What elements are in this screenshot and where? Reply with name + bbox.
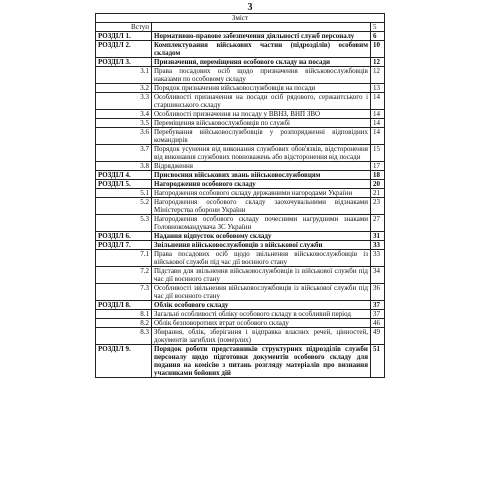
toc-entry-title: Нагородження особового складу почесними нагрудними знаками Головнокомандувача ЗС України xyxy=(152,215,371,232)
toc-row xyxy=(96,319,385,328)
toc-section-row xyxy=(96,180,385,189)
toc-section-row xyxy=(96,41,385,58)
toc-entry-title: Облік безповоротних втрат особового складу xyxy=(152,319,371,328)
toc-section-row xyxy=(96,232,385,241)
toc-entry-title: Присвоєння військових звань військовослужбовцям xyxy=(152,171,371,180)
toc-entry-title xyxy=(152,23,371,32)
toc-entry-number: 3.4 xyxy=(96,110,152,119)
toc-entry-title: Загальні особливості обліку особового складу в особливий період xyxy=(152,310,371,319)
toc-section-row xyxy=(96,345,385,378)
toc-entry-number: РОЗДІЛ 5. xyxy=(96,180,152,189)
toc-entry-number: 5.3 xyxy=(96,215,152,232)
toc-entry-number: РОЗДІЛ 2. xyxy=(96,41,152,58)
toc-entry-title: Підстави для звільнення військовослужбовців із військової служби під час дії воєнного стану xyxy=(152,267,371,284)
toc-section-row xyxy=(96,301,385,310)
toc-entry-title: Збирання, облік, зберігання і відправка власних речей, цінностей, документів загиблих (померлих) xyxy=(152,328,371,345)
toc-entry-title: Порядок роботи представників структурних підрозділів служби персоналу щодо підготовки документів особового складу для подання на комісію з питань розгляду матеріалів про визнання учасниками бойових дій xyxy=(152,345,371,378)
toc-row xyxy=(96,84,385,93)
toc-entry-page: 37 xyxy=(370,301,384,310)
toc-entry-title: Порядок призначення військовослужбовців на посади xyxy=(152,84,371,93)
toc-row xyxy=(96,162,385,171)
toc-row xyxy=(96,67,385,84)
toc-heading-row xyxy=(96,14,385,23)
toc-row xyxy=(96,284,385,301)
toc-entry-page: 14 xyxy=(370,119,384,128)
toc-entry-page: 17 xyxy=(370,162,384,171)
toc-entry-title: Нагородження особового складу державними нагородами України xyxy=(152,189,371,198)
toc-entry-page: 37 xyxy=(370,310,384,319)
toc-entry-page: 36 xyxy=(370,284,384,301)
toc-entry-title: Нормативно-правове забезпечення діяльності служб персоналу xyxy=(152,32,371,41)
toc-entry-page: 15 xyxy=(370,145,384,162)
toc-entry-title: Особливості призначення на посади осіб рядового, сержантського і старшинського складу xyxy=(152,93,371,110)
toc-entry-number: 3.8 xyxy=(96,162,152,171)
toc-row xyxy=(96,119,385,128)
toc-row xyxy=(96,198,385,215)
toc-row xyxy=(96,93,385,110)
toc-entry-page: 21 xyxy=(370,189,384,198)
toc-row xyxy=(96,128,385,145)
toc-entry-page: 34 xyxy=(370,267,384,284)
toc-entry-number: РОЗДІЛ 7. xyxy=(96,241,152,250)
toc-entry-page: 14 xyxy=(370,128,384,145)
toc-entry-page: 23 xyxy=(370,198,384,215)
toc-entry-page: 12 xyxy=(370,58,384,67)
toc-entry-title: Звільнення військовослужбовців з військової служби xyxy=(152,241,371,250)
toc-row xyxy=(96,189,385,198)
toc-entry-title: Особливості звільнення військовослужбовців із військової служби під час дії воєнного стану xyxy=(152,284,371,301)
toc-entry-title: Облік особового складу xyxy=(152,301,371,310)
toc-entry-number: 8.3 xyxy=(96,328,152,345)
toc-entry-title: Нагородження особового складу xyxy=(152,180,371,189)
toc-row xyxy=(96,23,385,32)
toc-entry-number: РОЗДІЛ 6. xyxy=(96,232,152,241)
toc-entry-page: 14 xyxy=(370,93,384,110)
table-of-contents xyxy=(95,13,385,378)
toc-entry-title: Нагородження особового складу заохочувальними відзнаками Міністерства оборони України xyxy=(152,198,371,215)
toc-entry-title: Переміщення військовослужбовців по службі xyxy=(152,119,371,128)
toc-entry-page: 10 xyxy=(370,41,384,58)
toc-row xyxy=(96,267,385,284)
toc-entry-number: РОЗДІЛ 4. xyxy=(96,171,152,180)
toc-entry-number: 7.3 xyxy=(96,284,152,301)
toc-entry-number: 8.2 xyxy=(96,319,152,328)
toc-entry-number: 7.2 xyxy=(96,267,152,284)
page-number: 3 xyxy=(247,2,253,13)
toc-entry-page: 51 xyxy=(370,345,384,378)
toc-row xyxy=(96,310,385,319)
toc-row xyxy=(96,145,385,162)
toc-row xyxy=(96,328,385,345)
toc-entry-page: 12 xyxy=(370,67,384,84)
toc-entry-number: Вступ xyxy=(96,23,152,32)
toc-entry-page: 33 xyxy=(370,241,384,250)
toc-entry-page: 5 xyxy=(370,23,384,32)
toc-section-row xyxy=(96,32,385,41)
toc-entry-title: Комплектування військових частин (підрозділів) особовим складом xyxy=(152,41,371,58)
toc-entry-number: РОЗДІЛ 8. xyxy=(96,301,152,310)
toc-section-row xyxy=(96,241,385,250)
toc-entry-page: 46 xyxy=(370,319,384,328)
toc-entry-title: Перебування військовослужбовців у розпорядженні відповідних командирів xyxy=(152,128,371,145)
toc-row xyxy=(96,215,385,232)
toc-entry-number: 3.1 xyxy=(96,67,152,84)
toc-entry-title: Порядок усунення від виконання службових обов'язків, відсторонення від виконання службових повноважень або відсторонення від посади xyxy=(152,145,371,162)
toc-entry-number: 3.5 xyxy=(96,119,152,128)
toc-entry-number: РОЗДІЛ 9. xyxy=(96,345,152,378)
toc-body xyxy=(96,14,385,378)
toc-entry-page: 33 xyxy=(370,250,384,267)
toc-entry-page: 20 xyxy=(370,180,384,189)
toc-entry-title: Права посадових осіб щодо звільнення військовослужбовців із військової служби під час дії воєнного стану xyxy=(152,250,371,267)
toc-entry-page: 6 xyxy=(370,32,384,41)
toc-entry-title: Відрядження xyxy=(152,162,371,171)
toc-entry-number: 5.2 xyxy=(96,198,152,215)
toc-section-row xyxy=(96,171,385,180)
toc-entry-page: 18 xyxy=(370,171,384,180)
toc-entry-number: РОЗДІЛ 3. xyxy=(96,58,152,67)
toc-row xyxy=(96,250,385,267)
toc-entry-number: РОЗДІЛ 1. xyxy=(96,32,152,41)
toc-entry-page: 49 xyxy=(370,328,384,345)
toc-entry-number: 7.1 xyxy=(96,250,152,267)
toc-entry-title: Права посадових осіб щодо призначення військовослужбовців наказами по особовому складу xyxy=(152,67,371,84)
toc-entry-page: 14 xyxy=(370,110,384,119)
toc-entry-title: Надання відпусток особовому складу xyxy=(152,232,371,241)
toc-entry-page: 13 xyxy=(370,84,384,93)
toc-entry-number: 5.1 xyxy=(96,189,152,198)
toc-entry-number: 3.6 xyxy=(96,128,152,145)
toc-row xyxy=(96,110,385,119)
toc-section-row xyxy=(96,58,385,67)
toc-entry-number: 3.2 xyxy=(96,84,152,93)
toc-entry-title: Призначення, переміщення особового складу на посади xyxy=(152,58,371,67)
toc-heading: Зміст xyxy=(96,14,385,23)
toc-entry-number: 8.1 xyxy=(96,310,152,319)
toc-entry-title: Особливості призначення на посаду у ВВНЗ, ВНП ЗВО xyxy=(152,110,371,119)
toc-entry-number: 3.3 xyxy=(96,93,152,110)
toc-entry-page: 31 xyxy=(370,232,384,241)
toc-entry-page: 27 xyxy=(370,215,384,232)
toc-entry-number: 3.7 xyxy=(96,145,152,162)
